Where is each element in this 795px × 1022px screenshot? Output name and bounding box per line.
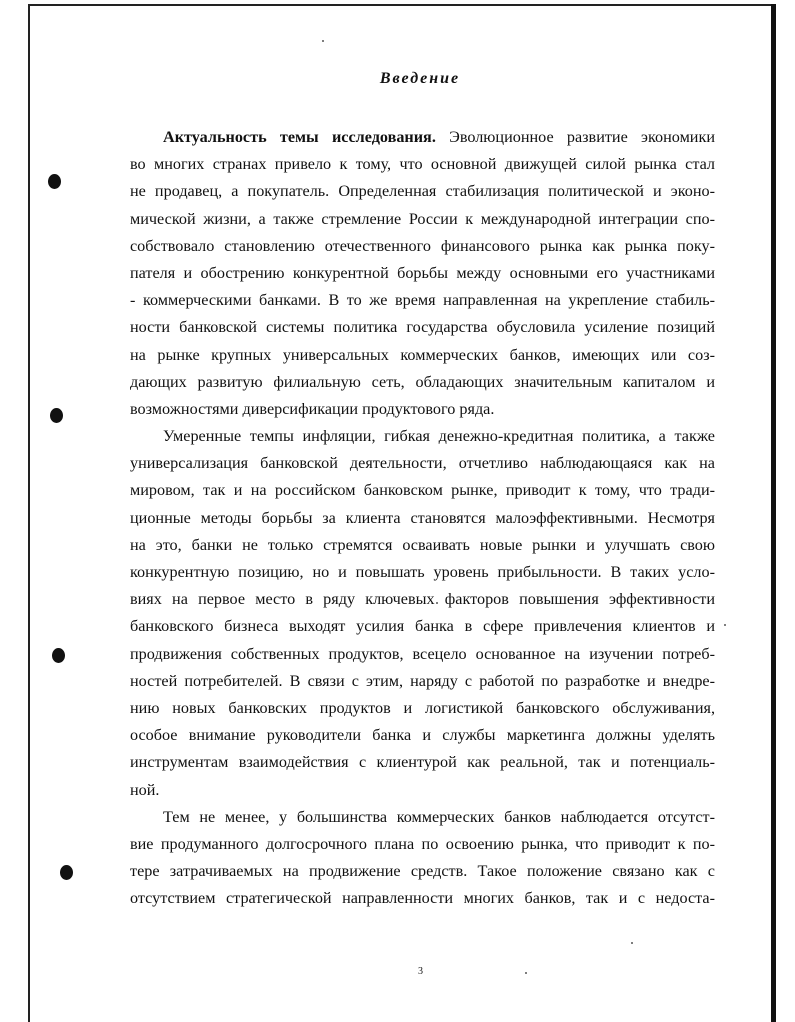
text-line: на это, банки не только стремятся осваивать новые рынки и улучшать свою [130, 535, 715, 554]
text-line: ной. [130, 780, 160, 799]
text-line: Тем не менее, у большинства коммерческих банков наблюдается отсутст- [163, 807, 715, 826]
text-line: возможностями диверсификации продуктового ряда. [130, 399, 495, 418]
text-line: универсализация банковской деятельности, отчетливо наблюдающаяся как на [130, 454, 715, 473]
text-line: пателя и обострению конкурентной борьбы между основными его участниками [130, 263, 715, 282]
punch-hole-mark [52, 648, 65, 663]
text-line: инструментам взаимодействия с клиентурой как реальной, так и потенциаль- [130, 753, 715, 772]
text-line: дающих развитую филиальную сеть, обладающих значительным капиталом и [130, 372, 715, 391]
scan-border-right [771, 4, 776, 1022]
punch-hole-mark [50, 408, 63, 423]
text-line: виях на первое место в ряду ключевых факторов повышения эффективности [130, 590, 715, 609]
text-line: не продавец, а покупатель. Определенная стабилизация политической и эконо- [130, 182, 715, 201]
scan-speck [525, 972, 527, 974]
punch-hole-mark [48, 174, 61, 189]
text-line: - коммерческими банками. В то же время направленная на укрепление стабиль- [130, 291, 715, 310]
page-title: Введение [379, 70, 461, 87]
text-line: мировом, так и на российском банковском рынке, приводит к тому, что тради- [130, 481, 715, 500]
scan-speck [724, 624, 726, 626]
text-line: вие продуманного долгосрочного плана по освоению рынка, что приводит к по- [130, 834, 715, 853]
text-line: тере затрачиваемых на продвижение средств. Такое положение связано как с [130, 862, 715, 881]
text-line: Умеренные темпы инфляции, гибкая денежно-кредитная политика, а также [163, 427, 715, 446]
text-line: на рынке крупных универсальных коммерческих банков, имеющих или соз- [130, 345, 715, 364]
text-line: Актуальность темы исследования. Эволюционное развитие экономики [163, 128, 715, 146]
text-line: нию новых банковских продуктов и логистикой банковского обслуживания, [130, 698, 715, 717]
text-line: ности банковской системы политика государства обусловила усиление позиций [130, 318, 715, 337]
page-number: 3 [418, 966, 423, 977]
text-line: во многих странах привело к тому, что основной движущей силой рынка стал [130, 155, 715, 174]
text-line: собствовало становлению отечественного финансового рынка как рынка поку- [130, 236, 715, 255]
text-line: особое внимание руководители банка и службы маркетинга должны уделять [130, 726, 715, 745]
punch-hole-mark [60, 865, 73, 880]
text-line: ностей потребителей. В связи с этим, наряду с работой по разработке и внедре- [130, 671, 715, 690]
text-line: ционные методы борьбы за клиента становятся малоэффективными. Несмотря [130, 508, 715, 527]
text-line: продвижения собственных продуктов, всецело основанное на изучении потреб- [130, 644, 715, 663]
text-line: банковского бизнеса выходят усилия банка в сфере привлечения клиентов и [130, 617, 715, 636]
lead-phrase: Актуальность темы исследования. [163, 128, 436, 146]
scan-border-top [28, 4, 773, 6]
text-line: отсутствием стратегической направленности многих банков, так и с недоста- [130, 889, 715, 908]
scan-border-left [28, 4, 30, 1022]
scan-speck [322, 40, 324, 42]
text-line: конкурентную позицию, но и повышать уровень прибыльности. В таких усло- [130, 563, 715, 581]
scan-speck [631, 942, 633, 944]
text-line: мической жизни, а также стремление России к международной интеграции спо- [130, 209, 715, 228]
body-text [130, 124, 715, 912]
